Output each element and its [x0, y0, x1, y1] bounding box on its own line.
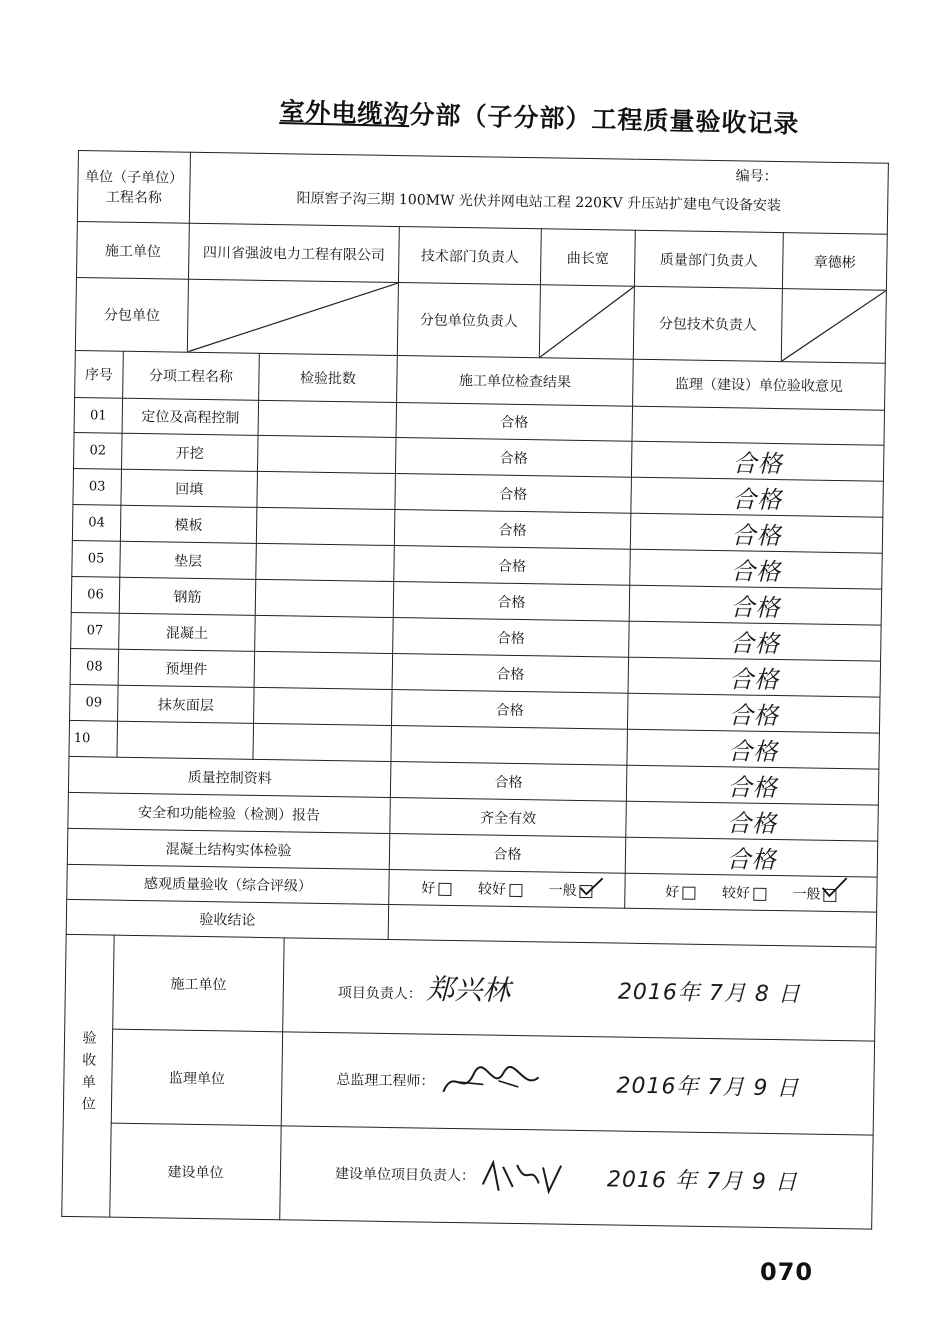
- row-check: 合格: [396, 403, 633, 442]
- acceptance-role: 项目负责人：: [337, 984, 422, 1003]
- rating-average-label: 一般: [792, 886, 821, 903]
- sub-head-label: 分包单位负责人: [397, 283, 540, 358]
- summary-check: 合格: [390, 761, 627, 801]
- row-batches: [256, 507, 395, 545]
- row-batches: [256, 543, 395, 581]
- number-label: 编号：: [735, 168, 778, 185]
- summary-opinion: 合格: [626, 801, 879, 841]
- row-name: 混凝土: [119, 613, 256, 651]
- supervisor-rating: [625, 873, 878, 912]
- rating-average-label: 一般: [548, 882, 577, 899]
- rating-good-checkbox[interactable]: [682, 886, 695, 899]
- acceptance-row: [63, 1028, 874, 1135]
- row-check: 合格: [393, 618, 630, 658]
- quality-head-label: 质量部门负责人: [634, 230, 783, 288]
- row-opinion: 合格: [630, 549, 883, 589]
- row-name: 模板: [120, 505, 257, 543]
- row-no: 03: [73, 468, 122, 505]
- row-opinion: 合格: [631, 441, 884, 481]
- sub-head-empty: [539, 285, 634, 359]
- strike-line: [782, 289, 886, 363]
- row-check: 合格: [391, 689, 628, 729]
- acceptance-form: [61, 150, 888, 1243]
- row-name: 钢筋: [119, 577, 256, 615]
- item-rows: [69, 397, 885, 769]
- row-batches: [254, 687, 393, 725]
- row-opinion: 合格: [629, 621, 882, 661]
- rating-average-checkbox[interactable]: [580, 884, 593, 897]
- row-batches: [258, 400, 397, 437]
- row-batches: [255, 579, 394, 617]
- unit-label: 单位（子单位）: [84, 169, 184, 187]
- signature: 郑兴林: [426, 972, 511, 1007]
- page-number: 070: [760, 1258, 814, 1286]
- sub-unit-empty: [187, 279, 398, 355]
- row-no: 08: [70, 648, 119, 685]
- acceptance-date: 2016年 7月 8 日: [617, 979, 802, 1007]
- rating-fairly-good-label: 较好: [477, 881, 507, 898]
- summary-check: 合格: [389, 833, 626, 873]
- rating-good-checkbox[interactable]: [438, 882, 451, 895]
- row-check: 合格: [395, 438, 632, 478]
- signature-scribble: [479, 1156, 570, 1197]
- acceptance-sign-cell: [280, 1126, 873, 1229]
- row-opinion: [632, 406, 885, 445]
- rating-good-label: 好: [665, 884, 680, 901]
- row-name: 垫层: [120, 541, 257, 579]
- acceptance-date: 2016 年 7月 9 日: [606, 1166, 799, 1195]
- form-table: [61, 150, 889, 1230]
- row-no: 10: [69, 720, 118, 757]
- sub-tech-empty: [781, 289, 886, 364]
- acceptance-sign-cell: [283, 938, 876, 1041]
- unit-name-label-cell: [77, 151, 190, 224]
- rating-good-label: 好: [421, 880, 436, 897]
- row-opinion: 合格: [629, 585, 882, 625]
- row-batches: [257, 435, 396, 473]
- row-name: 定位及高程控制: [122, 398, 259, 435]
- acceptance-role: 总监理工程师：: [336, 1071, 435, 1090]
- summary-opinion: 合格: [625, 837, 878, 877]
- row-opinion: 合格: [631, 477, 884, 517]
- acceptance-unit: 建设单位: [110, 1123, 281, 1220]
- row-no: 09: [70, 684, 119, 721]
- rating-fairly-good-label: 较好: [721, 885, 751, 902]
- rating-fairly-good-checkbox[interactable]: [753, 887, 766, 900]
- summary-label: 混凝土结构实体检验: [67, 828, 390, 869]
- row-batches: [253, 723, 392, 761]
- summary-opinion: 合格: [626, 765, 879, 805]
- acceptance-unit: 监理单位: [111, 1029, 282, 1126]
- rating-fairly-good-checkbox[interactable]: [509, 883, 522, 896]
- row-name: 抹灰面层: [118, 685, 255, 723]
- col-name-header: 分项工程名称: [123, 351, 260, 400]
- acceptance-row: [62, 1122, 873, 1229]
- row-no: 05: [72, 540, 121, 577]
- row-name: [117, 721, 254, 759]
- signature-scribble: [439, 1061, 550, 1103]
- strike-line: [540, 285, 634, 358]
- col-check-header: 施工单位检查结果: [397, 356, 634, 407]
- col-no-header: 序号: [75, 350, 124, 398]
- contractor-label: 施工单位: [76, 221, 189, 279]
- sub-unit-label: 分包单位: [75, 277, 188, 352]
- row-check: 合格: [394, 546, 631, 586]
- row-name: 开挖: [121, 433, 258, 471]
- row-opinion: 合格: [627, 729, 880, 769]
- project-label: 工程名称: [105, 189, 162, 207]
- acceptance-group-text: 验收单位: [79, 1029, 97, 1118]
- row-batches: [257, 471, 396, 509]
- summary-label: 安全和功能检验（检测）报告: [68, 792, 391, 833]
- conclusion-label: 验收结论: [66, 899, 389, 939]
- acceptance-date: 2016年 7月 9 日: [616, 1073, 800, 1101]
- row-no: 04: [72, 504, 121, 541]
- acceptance-group-label: [62, 934, 114, 1217]
- tech-head-value: 曲长宽: [540, 229, 635, 286]
- summary-label: 质量控制资料: [68, 756, 391, 797]
- acceptance-role: 建设单位项目负责人：: [334, 1165, 476, 1184]
- row-opinion: 合格: [627, 693, 880, 733]
- row-check: 合格: [395, 474, 632, 514]
- row-no: 07: [71, 612, 120, 649]
- contractor-value: 四川省强波电力工程有限公司: [188, 223, 399, 282]
- row-no: 06: [71, 576, 120, 613]
- row-check: 合格: [393, 582, 630, 622]
- acceptance-sign-cell: [281, 1032, 874, 1135]
- project-name: 阳原窖子沟三期 100MW 光伏并网电站工程 220KV 升压站扩建电气设备安装: [296, 190, 782, 215]
- row-check: [391, 725, 628, 765]
- row-check: 合格: [392, 654, 629, 694]
- row-name: 预埋件: [118, 649, 255, 687]
- row-opinion: 合格: [630, 513, 883, 553]
- contractor-rating: [389, 869, 626, 908]
- row-no: 02: [73, 432, 122, 469]
- row-opinion: 合格: [628, 657, 881, 697]
- acceptance-row: [65, 934, 876, 1041]
- document-title: [279, 92, 820, 141]
- sub-tech-label: 分包技术负责人: [633, 286, 782, 361]
- title-underlined-part: 室外电缆沟: [279, 96, 410, 130]
- tech-head-label: 技术部门负责人: [398, 227, 541, 285]
- row-batches: [255, 615, 394, 653]
- col-opinion-header: 监理（建设）单位验收意见: [633, 359, 886, 410]
- strike-line: [188, 280, 398, 355]
- rating-average-checkbox[interactable]: [824, 888, 837, 901]
- row-check: 合格: [394, 510, 631, 550]
- acceptance-unit: 施工单位: [113, 935, 284, 1032]
- quality-head-value: 章德彬: [782, 233, 887, 291]
- summary-check: 齐全有效: [390, 797, 627, 837]
- row-no: 01: [74, 397, 123, 433]
- row-batches: [254, 651, 393, 689]
- project-name-cell: [189, 152, 888, 234]
- checkmark-icon: [579, 875, 605, 895]
- col-batches-header: 检验批数: [259, 353, 398, 402]
- checkmark-icon: [821, 875, 849, 897]
- title-rest: 分部（子分部）工程质量验收记录: [409, 100, 800, 139]
- row-name: 回填: [121, 469, 258, 507]
- appearance-label: 感观质量验收（综合评级）: [67, 864, 390, 904]
